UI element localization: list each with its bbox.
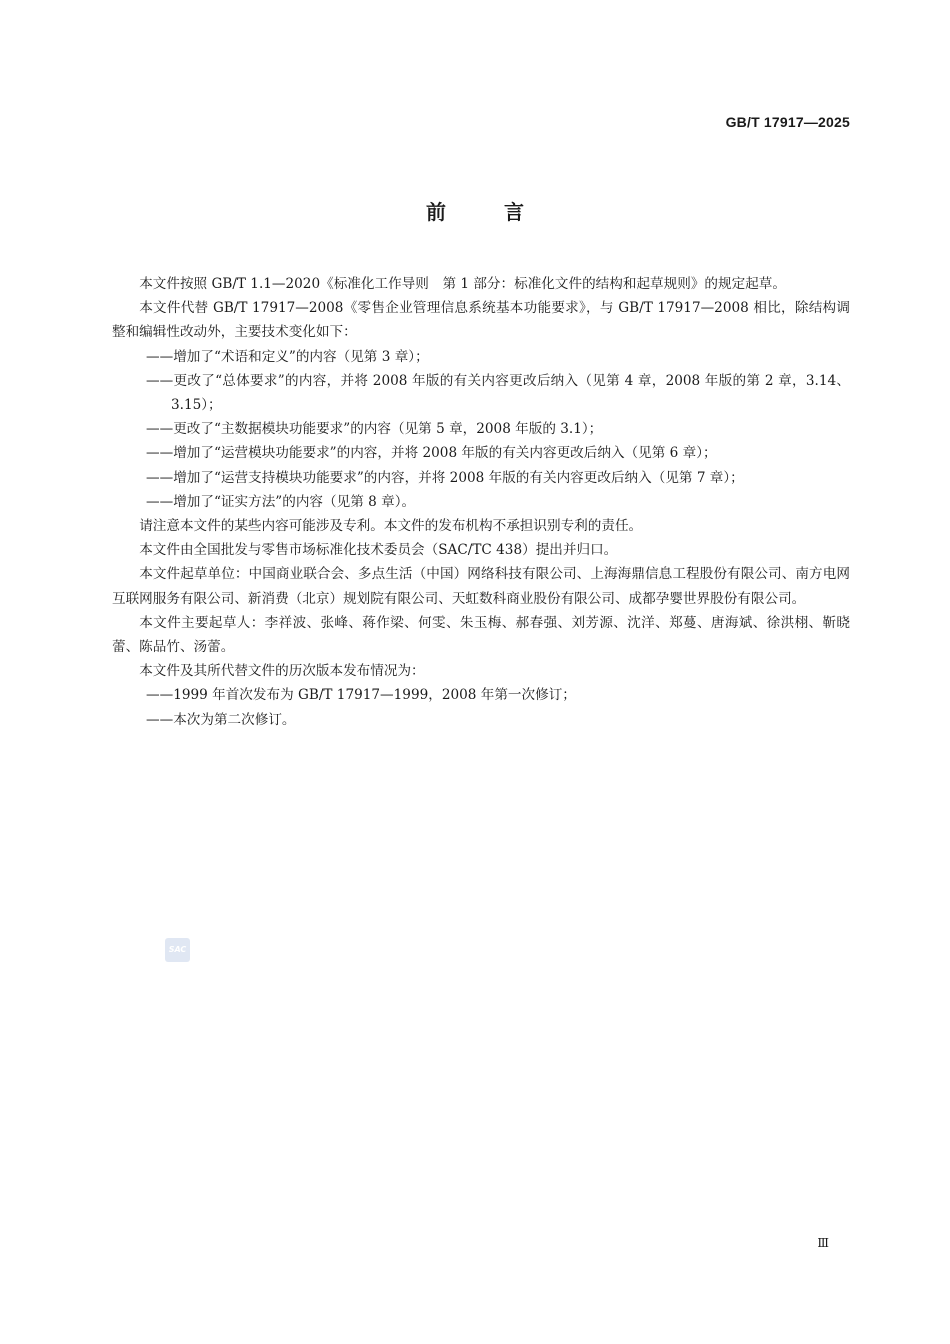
- change-item: ——增加了“术语和定义”的内容（见第 3 章）；: [146, 348, 429, 365]
- change-item: ——增加了“运营支持模块功能要求”的内容，并将 2008 年版的有关内容更改后纳入（见第 7 章）；: [146, 469, 744, 486]
- paragraph-drafting-rules: 本文件按照 GB/T 1.1—2020《标准化工作导则 第 1 部分：标准化文件的结构和起草规则》的规定起草。: [139, 276, 786, 292]
- history-item: ——1999 年首次发布为 GB/T 17917—1999，2008 年第一次修订；: [146, 687, 576, 704]
- history-item: ——本次为第二次修订。: [146, 711, 296, 728]
- document-body: [112, 272, 850, 732]
- paragraph-version-history: 本文件及其所代替文件的历次版本发布情况为：: [139, 663, 425, 680]
- paragraph-replacement: 本文件代替 GB/T 17917—2008《零售企业管理信息系统基本功能要求》，与 GB/T 17917—2008 相比，除结构调整和编辑性改动外，主要技术变化如下：: [112, 300, 850, 341]
- paragraph-patent-notice: 请注意本文件的某些内容可能涉及专利。本文件的发布机构不承担识别专利的责任。: [139, 518, 643, 535]
- page-title: 前言: [426, 200, 582, 224]
- standard-number: GB/T 17917—2025: [725, 114, 850, 130]
- change-item: ——更改了“主数据模块功能要求”的内容（见第 5 章，2008 年版的 3.1）；: [146, 421, 603, 438]
- change-item: ——增加了“运营模块功能要求”的内容，并将 2008 年版的有关内容更改后纳入（见第 6 章）；: [146, 445, 717, 462]
- paragraph-proposer: 本文件由全国批发与零售市场标准化技术委员会（SAC/TC 438）提出并归口。: [139, 542, 618, 559]
- change-item: ——增加了“证实方法”的内容（见第 8 章）。: [146, 493, 416, 510]
- sac-logo-watermark: SAC: [165, 938, 190, 962]
- paragraph-drafters: 本文件主要起草人：李祥波、张峰、蒋作梁、何雯、朱玉梅、郝春强、刘芳源、沈洋、郑蔓、唐海斌、徐洪栩、靳晓蕾、陈品竹、汤蕾。: [112, 614, 850, 656]
- paragraph-drafting-units: 本文件起草单位：中国商业联合会、多点生活（中国）网络科技有限公司、上海海鼎信息工程股份有限公司、南方电网互联网服务有限公司、新消费（北京）规划院有限公司、天虹数科商业股份有限公司、成都孕婴世界股份有限公司。: [112, 566, 850, 607]
- change-item: ——更改了“总体要求”的内容，并将 2008 年版的有关内容更改后纳入（见第 4 章，2008 年版的第 2 章，3.14、3.15）；: [146, 372, 850, 414]
- page-number: Ⅲ: [817, 1236, 829, 1250]
